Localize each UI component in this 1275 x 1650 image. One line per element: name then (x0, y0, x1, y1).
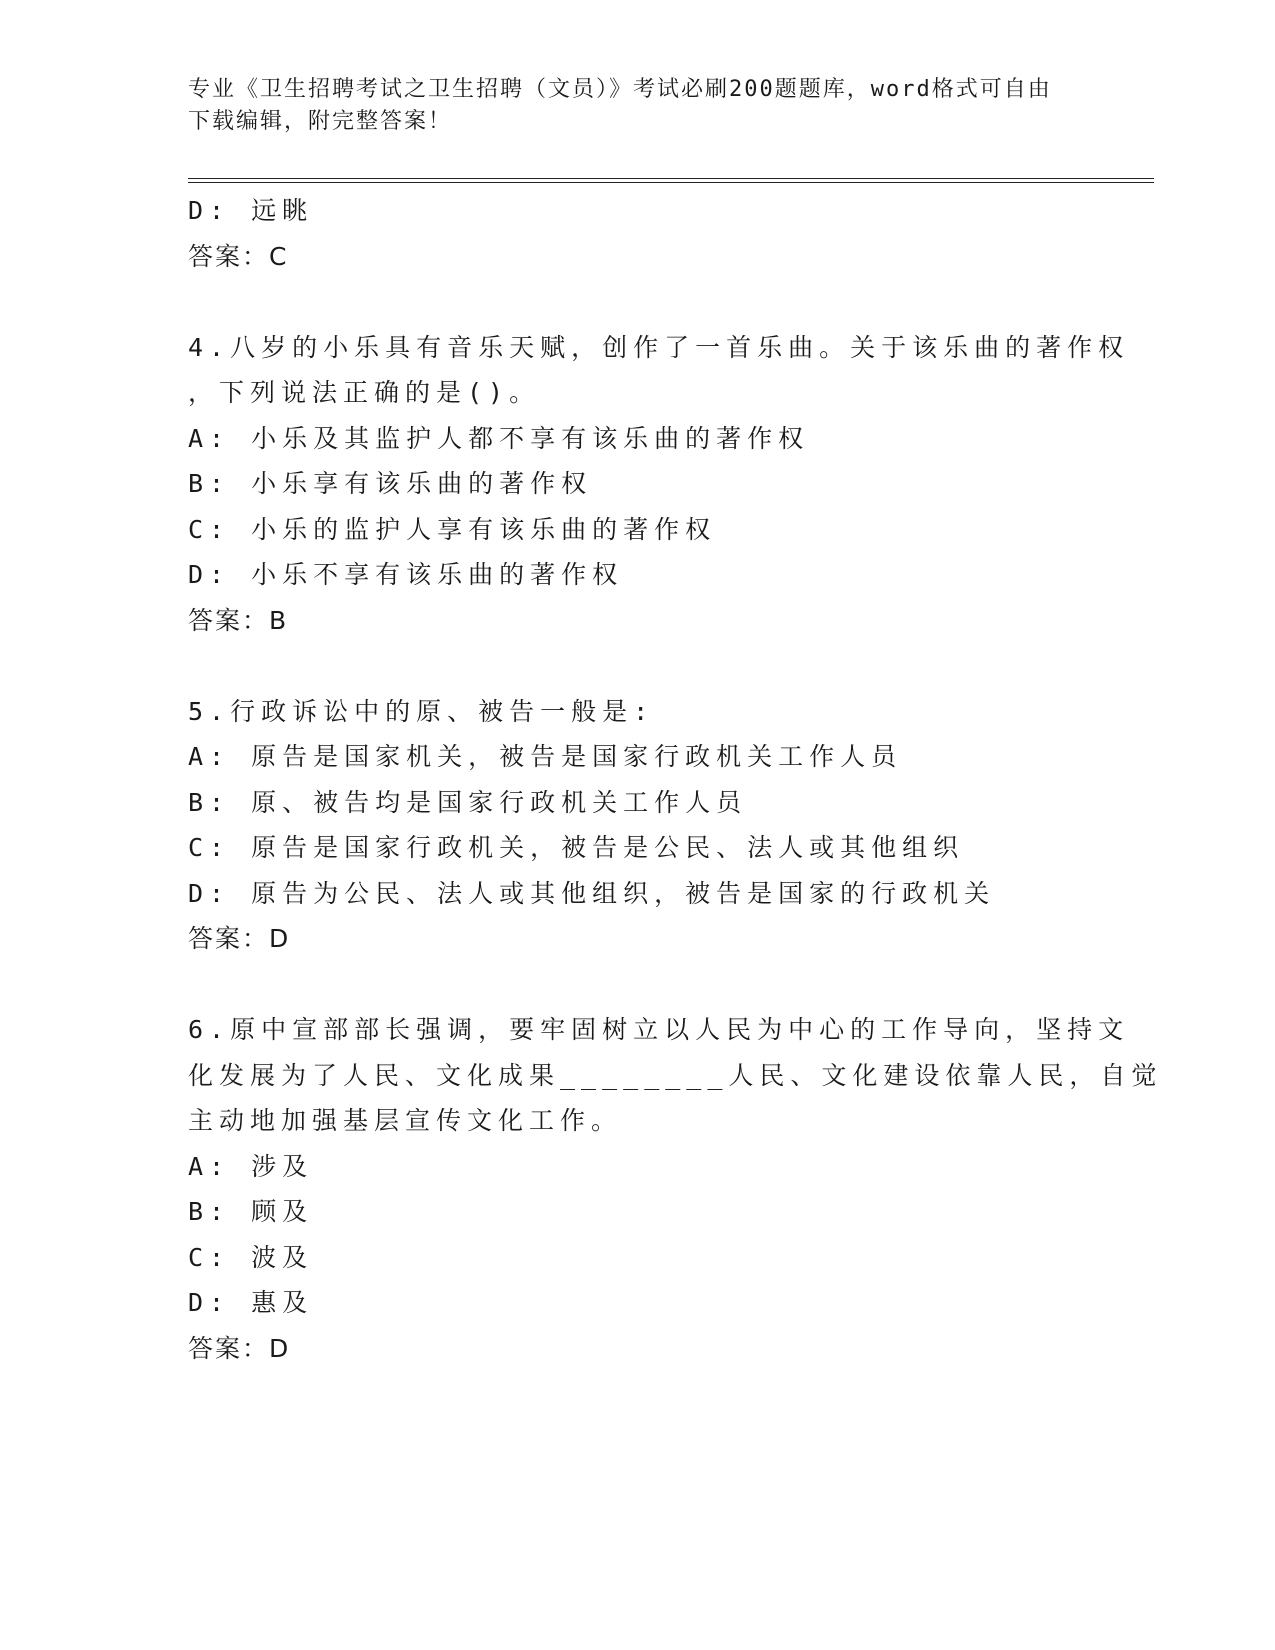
answer: 答案：D (188, 924, 291, 953)
option-c: C: 小乐的监护人享有该乐曲的著作权 (188, 514, 717, 544)
question-stem: 5.行政诉讼中的原、被告一般是: (188, 696, 655, 726)
option-a: A: 小乐及其监护人都不享有该乐曲的著作权 (188, 423, 810, 453)
option-d: D: 小乐不享有该乐曲的著作权 (188, 560, 624, 589)
answer: 答案：D (188, 1333, 291, 1363)
question-stem: 6.原中宣部部长强调，要牢固树立以人民为中心的工作导向，坚持文 (188, 1015, 1130, 1044)
document-header: 专业《卫生招聘考试之卫生招聘（文员）》考试必刷200题题库，word格式可自由下载编辑，附完整答案！ (188, 77, 1052, 134)
option-c: C: 波及 (188, 1242, 314, 1272)
answer: 答案：B (188, 605, 289, 635)
option-b: B: 原、被告均是国家行政机关工作人员 (188, 787, 748, 817)
header-rule-top (188, 178, 1154, 179)
option-c: C: 原告是国家行政机关，被告是公民、法人或其他组织 (188, 833, 965, 862)
question-list (188, 188, 1163, 1371)
question-stem: 4.八岁的小乐具有音乐天赋，创作了一首乐曲。关于该乐曲的著作权 (188, 332, 1130, 362)
question-5 (188, 689, 1068, 962)
question-6 (188, 1007, 1163, 1371)
option-b: B: 顾及 (188, 1197, 314, 1226)
prev-answer: 答案：C (188, 241, 289, 271)
header-rule-bottom (188, 182, 1154, 183)
option-b: B: 小乐享有该乐曲的著作权 (188, 469, 593, 498)
question-stem: 化发展为了人民、文化成果________人民、文化建设依靠人民，自觉 (188, 1060, 1163, 1090)
question-stem: ，下列说法正确的是()。 (188, 378, 541, 407)
option-d: D: 惠及 (188, 1288, 314, 1317)
option-d: D: 原告为公民、法人或其他组织，被告是国家的行政机关 (188, 878, 996, 908)
prev-option-d: D: 远眺 (188, 196, 314, 225)
option-a: A: 涉及 (188, 1151, 314, 1181)
spacer (188, 962, 1068, 1008)
question-4 (188, 325, 1130, 644)
spacer (188, 279, 1068, 325)
spacer (188, 643, 1068, 689)
option-a: A: 原告是国家机关，被告是国家行政机关工作人员 (188, 742, 903, 771)
question-stem: 主动地加强基层宣传文化工作。 (188, 1106, 623, 1135)
